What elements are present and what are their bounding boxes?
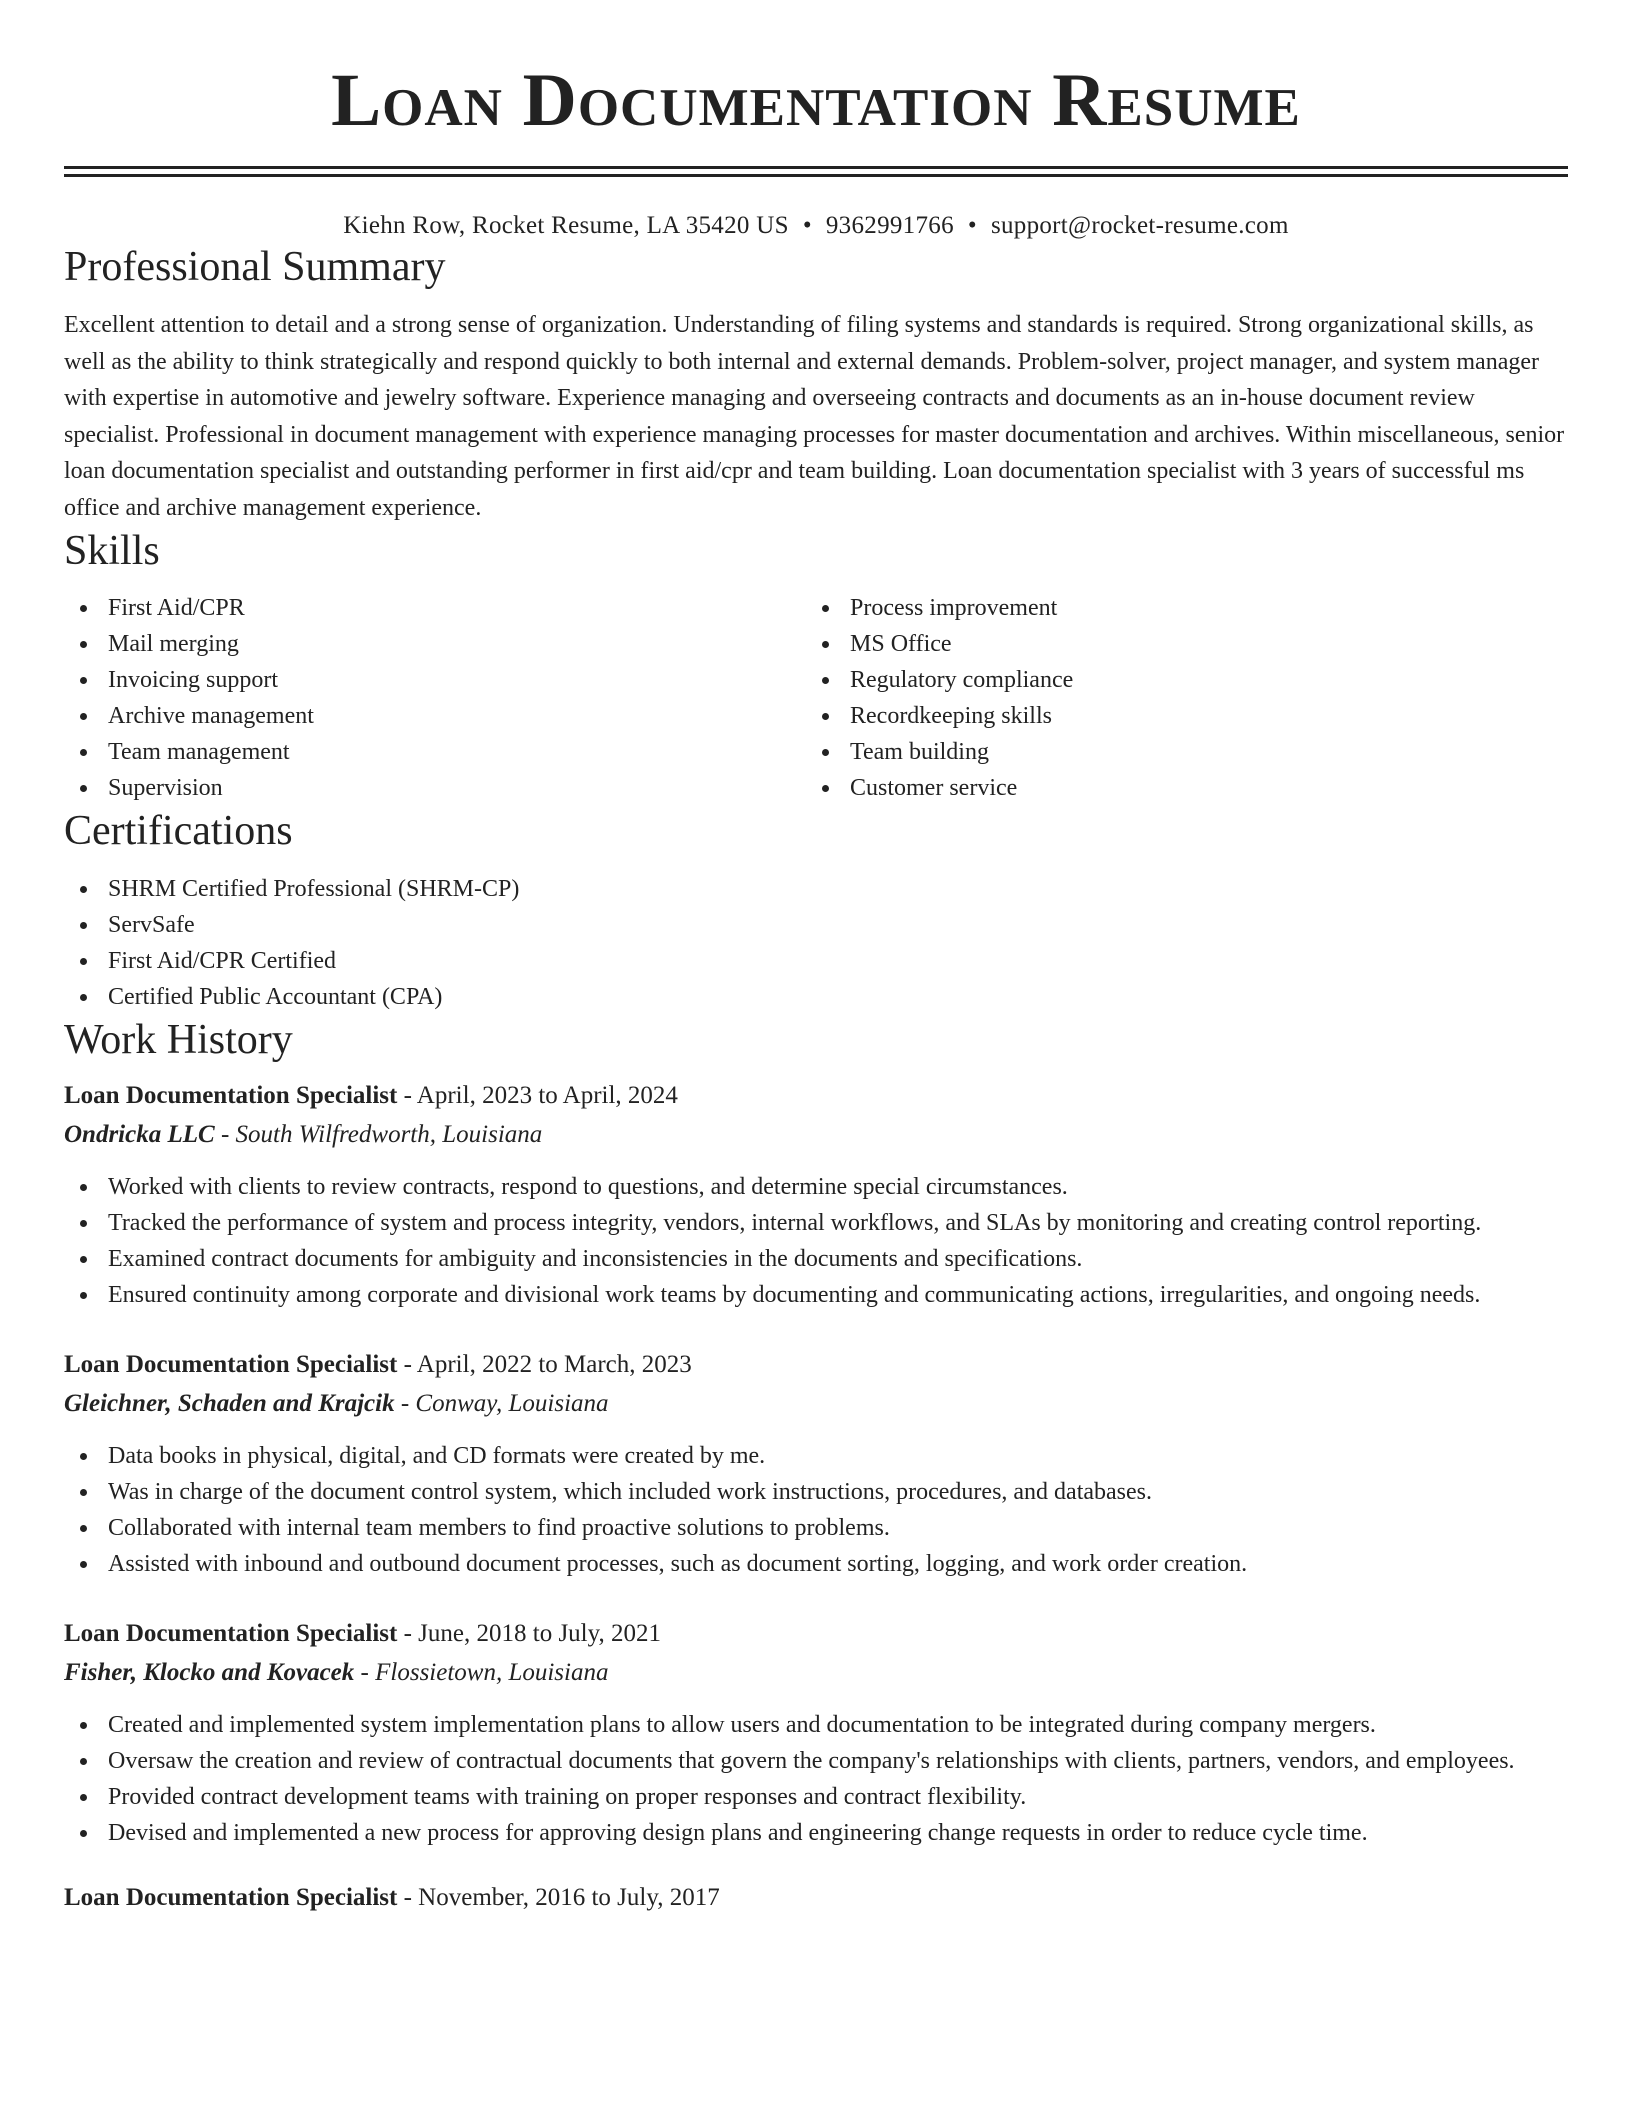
skills-list-right xyxy=(806,590,1548,806)
skill-item: Team building xyxy=(806,734,1548,770)
skill-item: Archive management xyxy=(64,698,806,734)
skill-item: Process improvement xyxy=(806,590,1548,626)
job-employer xyxy=(64,1384,1568,1423)
job-duty: Oversaw the creation and review of contractual documents that govern the company's relationships with clients, partners, vendors, and employees. xyxy=(64,1743,1568,1779)
job-duties-list xyxy=(64,1438,1568,1582)
job-entry xyxy=(64,1346,1568,1582)
job-company: Ondricka LLC xyxy=(64,1121,215,1148)
job-duty: Assisted with inbound and outbound document processes, such as document sorting, logging, and work order creation. xyxy=(64,1546,1568,1582)
certification-item: SHRM Certified Professional (SHRM-CP) xyxy=(64,871,1568,907)
job-title: Loan Documentation Specialist xyxy=(64,1620,398,1647)
contact-address: Kiehn Row, Rocket Resume, LA 35420 US xyxy=(343,212,789,239)
job-duty: Tracked the performance of system and process integrity, vendors, internal workflows, and SLAs by monitoring and creating control reporting. xyxy=(64,1205,1568,1241)
job-employer xyxy=(64,1115,1568,1154)
job-duty: Worked with clients to review contracts, respond to questions, and determine special circumstances. xyxy=(64,1169,1568,1205)
skills-list-left xyxy=(64,590,806,806)
job-entry xyxy=(64,1879,1568,1917)
summary-text: Excellent attention to detail and a strong sense of organization. Understanding of filing systems and standards is required. Strong organizational skills, as well as the ability to think strategically and respond quickly to both internal and external demands. Problem-solver, project manager, and system manager with expertise in automotive and jewelry software. Experience managing and overseeing contracts and documents as an in-house document review specialist. Professional in document management with experience managing processes for master documentation and archives. Within miscellaneous, senior loan documentation specialist and outstanding performer in first aid/cpr and team building. Loan documentation specialist with 3 years of successful ms office and archive management experience. xyxy=(64,312,1565,521)
certification-item: First Aid/CPR Certified xyxy=(64,943,1568,979)
work-history-heading: Work History xyxy=(64,1017,293,1063)
contact-line xyxy=(64,210,1568,242)
skill-item: Customer service xyxy=(806,770,1548,806)
job-company: Gleichner, Schaden and Krajcik xyxy=(64,1390,395,1417)
job-dates: - November, 2016 to July, 2017 xyxy=(397,1884,720,1911)
job-header xyxy=(64,1615,1568,1653)
contact-separator: • xyxy=(967,212,977,239)
skill-item: Supervision xyxy=(64,770,806,806)
job-duty: Examined contract documents for ambiguity and inconsistencies in the documents and specifications. xyxy=(64,1241,1568,1277)
job-title: Loan Documentation Specialist xyxy=(64,1082,398,1109)
summary-heading: Professional Summary xyxy=(64,244,446,290)
job-header xyxy=(64,1346,1568,1384)
job-duty: Provided contract development teams with training on proper responses and contract flexibility. xyxy=(64,1779,1568,1815)
job-duty: Data books in physical, digital, and CD formats were created by me. xyxy=(64,1438,1568,1474)
job-duty: Collaborated with internal team members to find proactive solutions to problems. xyxy=(64,1510,1568,1546)
job-employer xyxy=(64,1653,1568,1692)
job-duty: Was in charge of the document control system, which included work instructions, procedures, and databases. xyxy=(64,1474,1568,1510)
job-dates: - April, 2023 to April, 2024 xyxy=(397,1082,678,1109)
contact-email: support@rocket-resume.com xyxy=(990,212,1289,239)
skill-item: Recordkeeping skills xyxy=(806,698,1548,734)
job-duty: Ensured continuity among corporate and divisional work teams by documenting and communicating actions, irregularities, and ongoing needs. xyxy=(64,1277,1568,1313)
skills-heading: Skills xyxy=(64,528,160,574)
contact-separator: • xyxy=(802,212,812,239)
skill-item: MS Office xyxy=(806,626,1548,662)
certification-item: ServSafe xyxy=(64,907,1568,943)
job-header xyxy=(64,1077,1568,1115)
job-header xyxy=(64,1879,1568,1917)
job-entry xyxy=(64,1615,1568,1851)
resume-title: Loan Documentation Resume xyxy=(331,59,1301,142)
certifications-heading: Certifications xyxy=(64,808,293,854)
job-location: - Flossietown, Louisiana xyxy=(354,1659,609,1686)
job-duties-list xyxy=(64,1707,1568,1851)
certifications-list xyxy=(64,871,1568,1015)
job-entry xyxy=(64,1077,1568,1313)
job-location: - Conway, Louisiana xyxy=(394,1390,609,1417)
skill-item: Mail merging xyxy=(64,626,806,662)
job-title: Loan Documentation Specialist xyxy=(64,1884,398,1911)
contact-phone: 9362991766 xyxy=(825,212,954,239)
job-company: Fisher, Klocko and Kovacek xyxy=(64,1659,355,1686)
resume-page xyxy=(64,0,1568,1917)
job-title: Loan Documentation Specialist xyxy=(64,1351,398,1378)
job-location: - South Wilfredworth, Louisiana xyxy=(214,1121,543,1148)
job-dates: - April, 2022 to March, 2023 xyxy=(397,1351,692,1378)
skill-item: Regulatory compliance xyxy=(806,662,1548,698)
job-duty: Devised and implemented a new process for approving design plans and engineering change requests in order to reduce cycle time. xyxy=(64,1815,1568,1851)
certification-item: Certified Public Accountant (CPA) xyxy=(64,979,1568,1015)
skill-item: First Aid/CPR xyxy=(64,590,806,626)
skills-grid xyxy=(64,590,1568,806)
job-duties-list xyxy=(64,1169,1568,1313)
title-double-rule xyxy=(64,166,1568,177)
job-duty: Created and implemented system implementation plans to allow users and documentation to be integrated during company mergers. xyxy=(64,1707,1568,1743)
skill-item: Team management xyxy=(64,734,806,770)
job-dates: - June, 2018 to July, 2021 xyxy=(397,1620,662,1647)
skill-item: Invoicing support xyxy=(64,662,806,698)
